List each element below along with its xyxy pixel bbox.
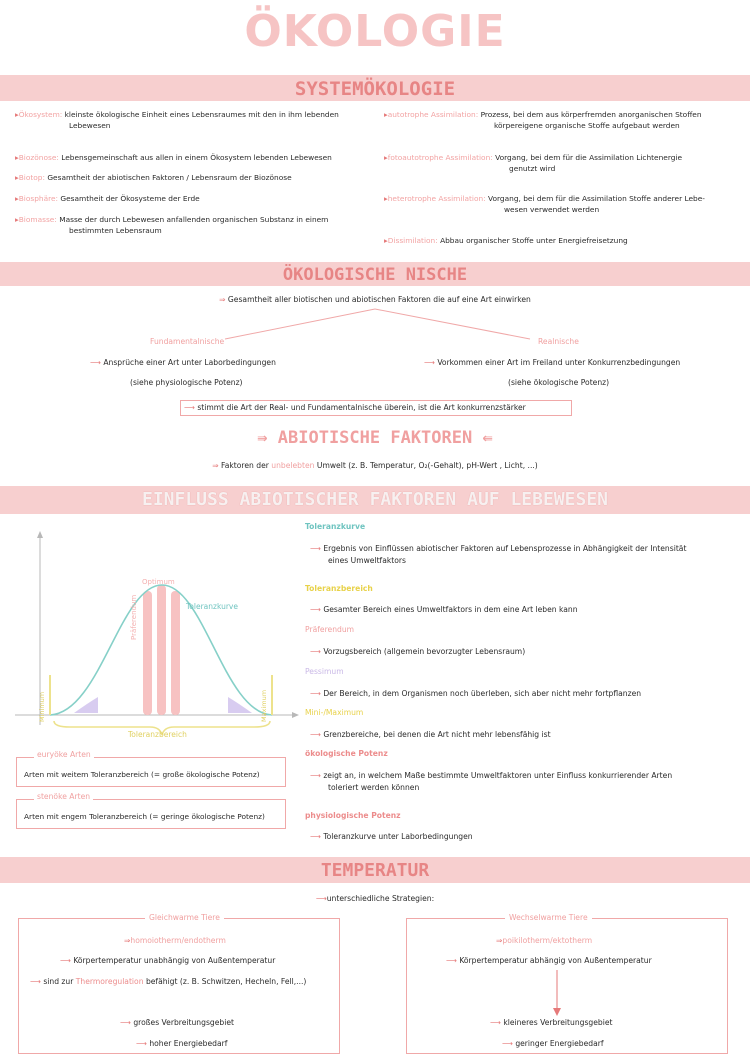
section-heading-einfluss: EINFLUSS ABIOTISCHER FAKTOREN AUF LEBEWESEN <box>142 489 608 510</box>
fundamentalnische-label: Fundamentalnische <box>150 337 225 346</box>
def-biotop: ▸Biotop: Gesamtheit der abiotischen Faktoren / Lebensraum der Biozönose <box>15 173 292 182</box>
graph-label-optimum: Optimum <box>142 578 175 586</box>
toleranzkurve-graph <box>10 525 300 750</box>
def-autotrophe-assimilation: ▸autotrophe Assimilation: Prozess, bei dem aus körperfremden anorganischen Stoffen körpereigene organische Stoffe aufgebaut werden <box>384 110 702 130</box>
def-pessimum: ⟶ Der Bereich, in dem Organismen noch überleben, sich aber nicht mehr fortpflanzen <box>310 689 642 698</box>
temperatur-intro: ⟶unterschiedliche Strategien: <box>315 894 435 903</box>
term-pessimum: Pessimum <box>305 667 344 676</box>
realnische-label: Realnische <box>538 337 579 346</box>
fundamentalnische-sub: (siehe physiologische Potenz) <box>130 378 243 387</box>
term-physiologische-potenz: physiologische Potenz <box>305 811 401 820</box>
term-toleranzkurve: Toleranzkurve <box>305 522 366 531</box>
wechselwarm-line3: ⟶ kleineres Verbreitungsgebiet <box>490 1018 613 1027</box>
gleichwarm-line3: ⟶ großes Verbreitungsgebiet <box>120 1018 234 1027</box>
fundamentalnische-text: ⟶ Ansprüche einer Art unter Laborbedingungen <box>90 358 276 367</box>
graph-label-praeferendum: Präferendum <box>130 594 138 640</box>
nische-conclusion-text: ⟶ stimmt die Art der Real- und Fundamentalnische überein, ist die Art konkurrenzstärker <box>184 403 526 412</box>
nische-branch-lines <box>0 305 750 345</box>
section-heading-nische: ÖKOLOGISCHE NISCHE <box>282 265 468 285</box>
term-toleranzbereich: Toleranzbereich <box>305 584 373 593</box>
graph-label-toleranzkurve: Toleranzkurve <box>186 602 238 611</box>
def-toleranzkurve: ⟶ Ergebnis von Einflüssen abiotischer Faktoren auf Lebensprozesse in Abhängigkeit der Intensität eines Umweltfaktors <box>310 544 687 565</box>
def-oekosystem: ▸Ökosystem: kleinste ökologische Einheit eines Lebensraumes mit den in ihm lebenden Lebewesen <box>15 110 339 130</box>
wechselwarm-line4: ⟶ geringer Energiebedarf <box>502 1039 604 1048</box>
graph-label-minimum: Minimum <box>38 691 46 722</box>
term-oekologische-potenz: ökologische Potenz <box>305 749 388 758</box>
double-arrow-right-icon: ⇛ <box>257 428 268 448</box>
euryoek-label: euryöke Arten <box>34 749 94 761</box>
def-physiologische-potenz: ⟶ Toleranzkurve unter Laborbedingungen <box>310 832 473 841</box>
def-oekologische-potenz: ⟶ zeigt an, in welchem Maße bestimmte Umweltfaktoren unter Einfluss konkurrierender Arten toleriert werden können <box>310 771 673 792</box>
abiotische-faktoren-heading: ⇛ ABIOTISCHE FAKTOREN ⇚ <box>257 428 493 448</box>
section-heading-temperatur: TEMPERATUR <box>320 860 430 881</box>
realnische-sub: (siehe ökologische Potenz) <box>508 378 610 387</box>
gleichwarm-line2: ⟶ sind zur Thermoregulation befähigt (z. B. Schwitzen, Hecheln, Fell,...) <box>30 977 307 986</box>
down-arrow-icon <box>550 970 564 1018</box>
euryoek-text: Arten mit weitem Toleranzbereich (= große ökologische Potenz) <box>24 770 260 779</box>
double-arrow-left-icon: ⇚ <box>482 428 493 448</box>
poikilotherm-line: ⇒poikilotherm/ektotherm <box>496 936 593 945</box>
def-praeferendum: ⟶ Vorzugsbereich (allgemein bevorzugter Lebensraum) <box>310 647 526 656</box>
def-heterotrophe-assimilation: ▸heterotrophe Assimilation: Vorgang, bei dem für die Assimilation Stoffe anderer Lebe- wesen verwendet werden <box>384 194 705 214</box>
def-biozoenose: ▸Biozönose: Lebensgemeinschaft aus allen in einem Ökosystem lebenden Lebewesen <box>15 153 332 162</box>
graph-label-toleranzbereich: Toleranzbereich <box>128 730 187 739</box>
def-fotoautotrophe-assimilation: ▸fotoautotrophe Assimilation: Vorgang, bei dem für die Assimilation Lichtenergie genutzt wird <box>384 153 683 173</box>
nische-intro: ⇒ Gesamtheit aller biotischen und abiotischen Faktoren die auf eine Art einwirken <box>219 295 531 304</box>
def-biomasse: ▸Biomasse: Masse der durch Lebewesen anfallenden organischen Substanz in einem bestimmten Lebensraum <box>15 215 329 235</box>
stenoek-text: Arten mit engem Toleranzbereich (= geringe ökologische Potenz) <box>24 812 265 821</box>
realnische-text: ⟶ Vorkommen einer Art im Freiland unter Konkurrenzbedingungen <box>424 358 681 367</box>
wechselwarm-line1: ⟶ Körpertemperatur abhängig von Außentemperatur <box>446 956 652 965</box>
term-praeferendum: Präferendum <box>305 625 355 634</box>
def-mini-maximum: ⟶ Grenzbereiche, bei denen die Art nicht mehr lebensfähig ist <box>310 730 551 739</box>
stenoek-label: stenöke Arten <box>34 791 93 803</box>
def-toleranzbereich: ⟶ Gesamter Bereich eines Umweltfaktors in dem eine Art leben kann <box>310 605 578 614</box>
page-title: ÖKOLOGIE <box>244 6 506 57</box>
homoiotherm-line: ⇒homoiotherm/endotherm <box>124 936 226 945</box>
abiotische-faktoren-text: ⇒ Faktoren der unbelebten Umwelt (z. B. Temperatur, O₂(-Gehalt), pH-Wert , Licht, ...) <box>212 461 538 470</box>
term-mini-maximum: Mini-/Maximum <box>305 708 364 717</box>
gleichwarm-line4: ⟶ hoher Energiebedarf <box>136 1039 228 1048</box>
def-dissimilation: ▸Dissimilation: Abbau organischer Stoffe unter Energiefreisetzung <box>384 236 628 245</box>
def-biosphaere: ▸Biosphäre: Gesamtheit der Ökosysteme der Erde <box>15 194 200 203</box>
section-heading-systemoekologie: SYSTEMÖKOLOGIE <box>294 78 456 100</box>
gleichwarme-tiere-label: Gleichwarme Tiere <box>145 912 224 924</box>
graph-label-maximum: Maximum <box>260 689 268 722</box>
wechselwarme-tiere-label: Wechselwarme Tiere <box>505 912 592 924</box>
gleichwarm-line1: ⟶ Körpertemperatur unabhängig von Außentemperatur <box>60 956 276 965</box>
